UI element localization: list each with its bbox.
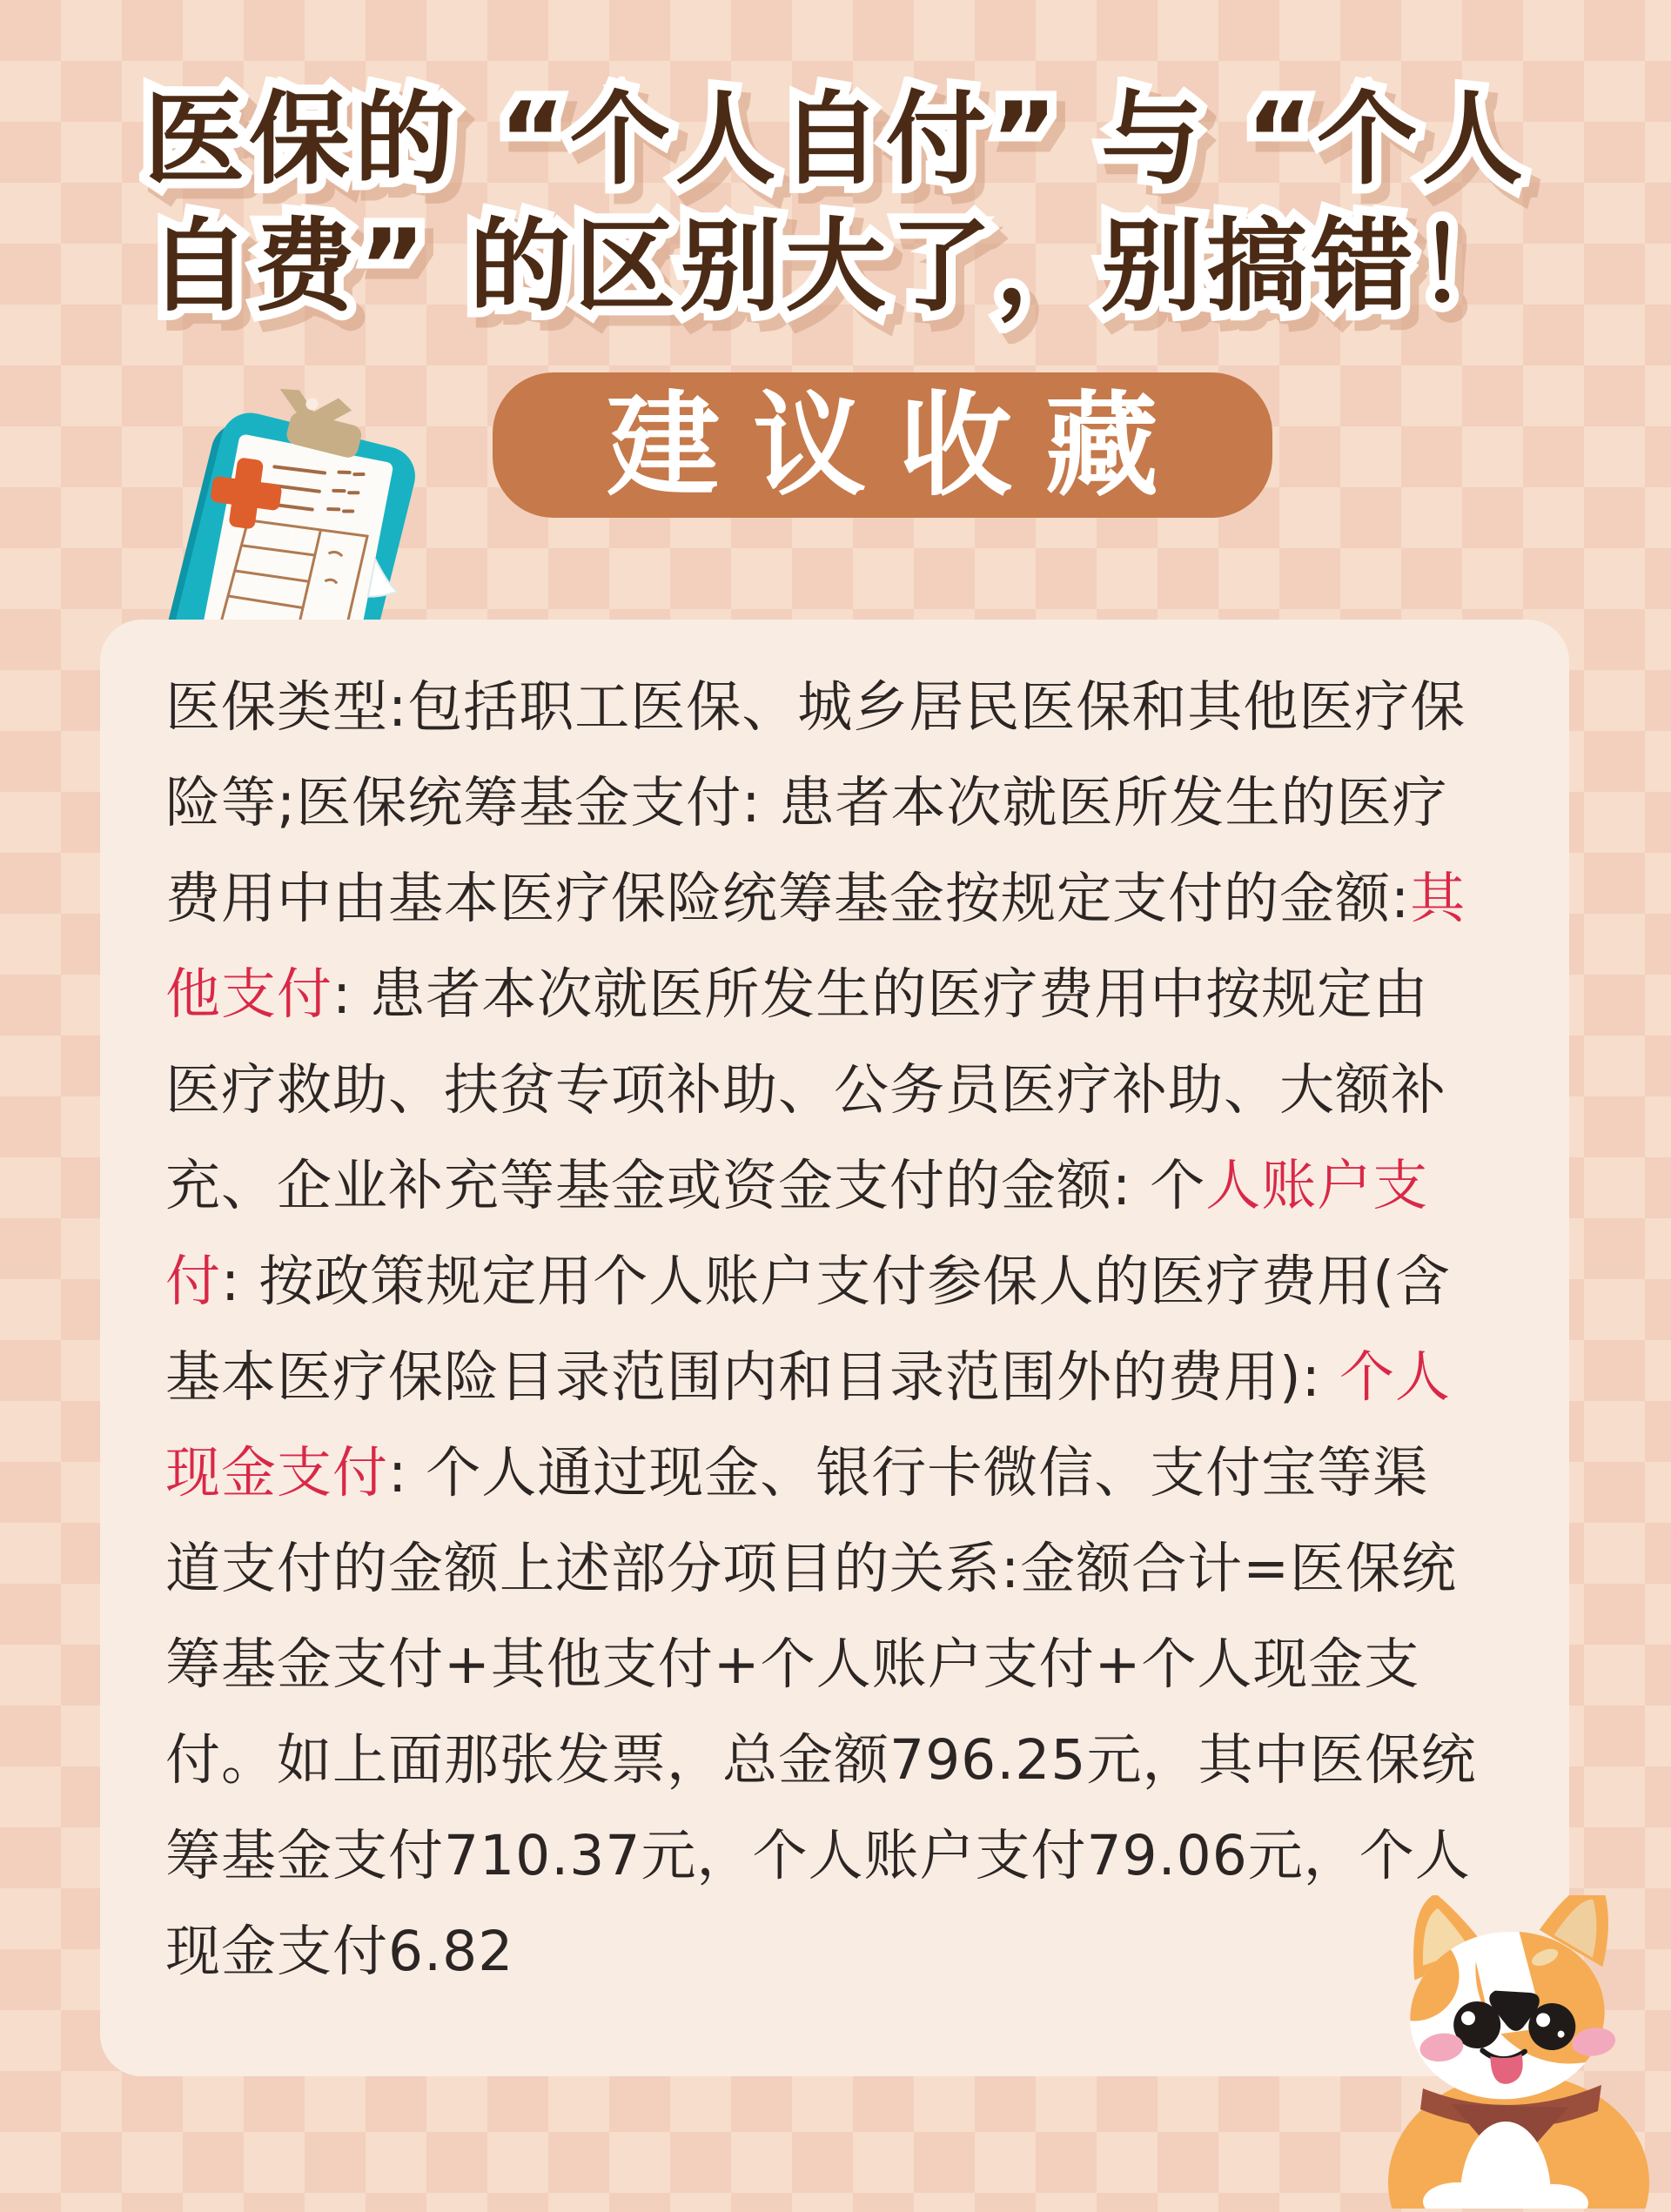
text-line	[165, 1521, 1510, 1617]
text-segment: 筹基金支付+其他支付+个人账户支付+个人现金支	[165, 1632, 1420, 1696]
text-segment: 付。如上面那张发票，总金额796.25元，其中医保统	[165, 1728, 1477, 1792]
corgi-svg	[1340, 1895, 1671, 2209]
highlighted-text-segment: 付	[165, 1250, 221, 1313]
corgi-dog-illustration	[1340, 1895, 1671, 2209]
text-segment: 医疗救助、扶贫专项补助、公务员医疗补助、大额补	[165, 1058, 1446, 1122]
highlighted-text-segment: 个人	[1339, 1345, 1451, 1409]
text-line	[165, 1138, 1510, 1234]
text-line	[165, 1425, 1510, 1521]
highlighted-text-segment: 现金支付	[165, 1441, 388, 1505]
text-segment: 医保类型:包括职工医保、城乡居民医保和其他医疗保	[165, 675, 1466, 739]
text-line	[165, 1808, 1510, 1904]
content-lines	[165, 660, 1510, 2000]
text-line	[165, 1904, 1510, 2000]
text-line	[165, 947, 1510, 1042]
text-segment: 道支付的金额上述部分项目的关系:金额合计=医保统	[165, 1537, 1458, 1600]
text-segment: 筹基金支付710.37元，个人账户支付79.06元，个人	[165, 1824, 1471, 1887]
text-line	[165, 755, 1510, 851]
poster-title	[0, 77, 1671, 331]
text-line	[165, 1042, 1510, 1138]
text-line	[165, 1617, 1510, 1713]
text-line	[165, 660, 1510, 755]
text-line	[165, 851, 1510, 947]
title-line-1: 医保的 “个人自付” 与 “个人 医保的 “个人自付” 与 “个人	[0, 77, 1671, 204]
title-line-2: 自费” 的区别大了，别搞错！ 自费” 的区别大了，别搞错！	[0, 204, 1671, 331]
text-segment: 费用中由基本医疗保险统筹基金按规定支付的金额:	[165, 867, 1411, 930]
highlighted-text-segment: 其	[1410, 867, 1466, 930]
highlighted-text-segment: 人账户支	[1205, 1154, 1429, 1217]
text-segment: : 按政策规定用个人账户支付参保人的医疗费用(含	[221, 1250, 1451, 1313]
text-segment: : 个人通过现金、银行卡微信、支付宝等渠	[388, 1441, 1429, 1505]
content-card	[100, 620, 1569, 2076]
text-segment: 险等;医保统筹基金支付: 患者本次就医所发生的医疗	[165, 771, 1448, 835]
text-segment: : 患者本次就医所发生的医疗费用中按规定由	[332, 962, 1429, 1026]
text-line	[165, 1234, 1510, 1330]
text-line	[165, 1713, 1510, 1808]
highlighted-text-segment: 他支付	[165, 962, 332, 1026]
text-segment: 基本医疗保险目录范围内和目录范围外的费用):	[165, 1345, 1339, 1409]
badge-label: 建议收藏	[606, 379, 1191, 512]
text-segment: 现金支付6.82	[165, 1920, 514, 1983]
save-badge	[493, 372, 1272, 518]
text-line	[165, 1330, 1510, 1425]
text-segment: 充、企业补充等基金或资金支付的金额: 个	[165, 1154, 1206, 1217]
